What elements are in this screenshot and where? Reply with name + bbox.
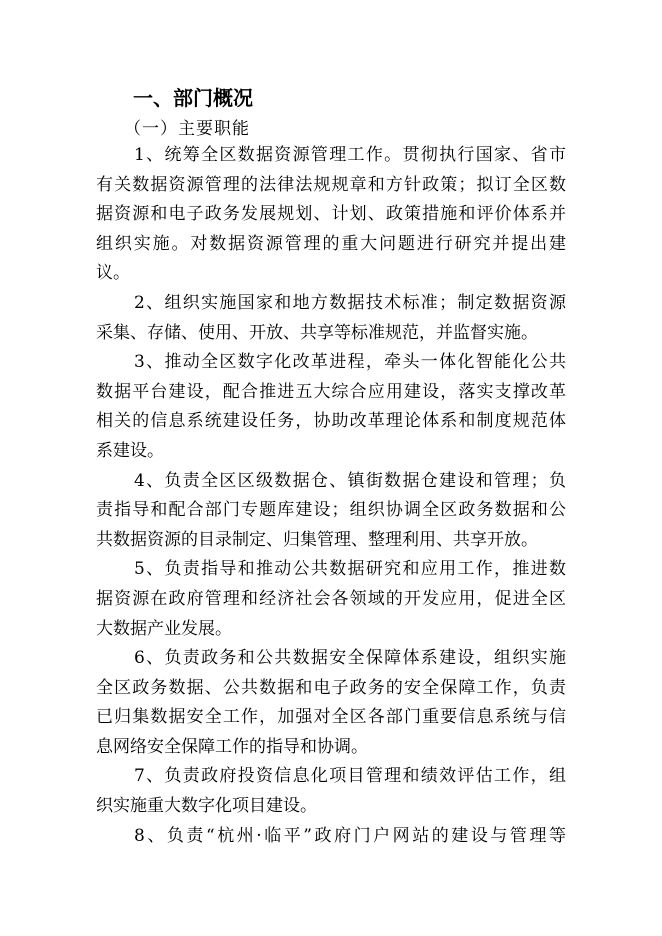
text-line: 7、负责政府投资信息化项目管理和绩效评估工作，组 (134, 766, 566, 787)
text-line: 采集、存储、使用、开放、共享等标准规范，并监督实施。 (96, 322, 538, 343)
text-line: 系建设。 (96, 440, 164, 461)
text-line: 1、统筹全区数据资源管理工作。贯彻执行国家、省市 (134, 145, 566, 165)
text-line: 8、负责“杭州·临平”政府门户网站的建设与管理等 (134, 825, 566, 846)
text-line: 织实施重大数字化项目建设。 (96, 796, 317, 817)
text-line: 2、组织实施国家和地方数据技术标准；制定数据资源 (134, 292, 566, 313)
text-line: 据资源在政府管理和经济社会各领域的开发应用，促进全区 (96, 588, 566, 609)
text-line: 共数据资源的目录制定、归集管理、整理利用、共享开放。 (96, 529, 538, 550)
duty-paragraph-8 (96, 822, 566, 852)
text-line: 6、负责政务和公共数据安全保障体系建设，组织实施 (134, 648, 566, 669)
text-line: 相关的信息系统建设任务，协助改革理论体系和制度规范体 (96, 411, 566, 432)
text-line: 4、负责全区区级数据仓、镇街数据仓建设和管理；负 (134, 470, 566, 491)
duties-list (96, 141, 566, 851)
subsection-heading: （一）主要职能 (124, 119, 250, 139)
text-line: 据资源和电子政务发展规划、计划、政策措施和评价体系并 (96, 204, 566, 225)
text-line: 全区政务数据、公共数据和电子政务的安全保障工作，负责 (96, 677, 566, 698)
duty-paragraph-6 (96, 644, 566, 762)
duty-paragraph-1 (96, 141, 566, 289)
text-line: 大数据产业发展。 (96, 618, 232, 639)
duty-paragraph-2 (96, 289, 566, 348)
text-line: 有关数据资源管理的法律法规规章和方针政策；拟订全区数 (96, 174, 566, 195)
text-line: 5、负责指导和推动公共数据研究和应用工作，推进数 (134, 559, 566, 580)
text-line: 已归集数据安全工作，加强对全区各部门重要信息系统与信 (96, 707, 566, 728)
duty-paragraph-5 (96, 555, 566, 644)
text-line: 议。 (96, 263, 130, 284)
duty-paragraph-3 (96, 348, 566, 466)
text-line: 组织实施。对数据资源管理的重大问题进行研究并提出建 (96, 233, 566, 254)
duty-paragraph-7 (96, 762, 566, 821)
text-line: 责指导和配合部门专题库建设；组织协调全区政务数据和公 (96, 500, 566, 521)
text-line: 3、推动全区数字化改革进程，牵头一体化智能化公共 (134, 352, 566, 373)
text-line: 数据平台建设，配合推进五大综合应用建设，落实支撑改革 (96, 381, 566, 402)
text-line: 息网络安全保障工作的指导和协调。 (96, 736, 368, 757)
duty-paragraph-4 (96, 467, 566, 556)
section-heading: 一、部门概况 (133, 86, 253, 110)
